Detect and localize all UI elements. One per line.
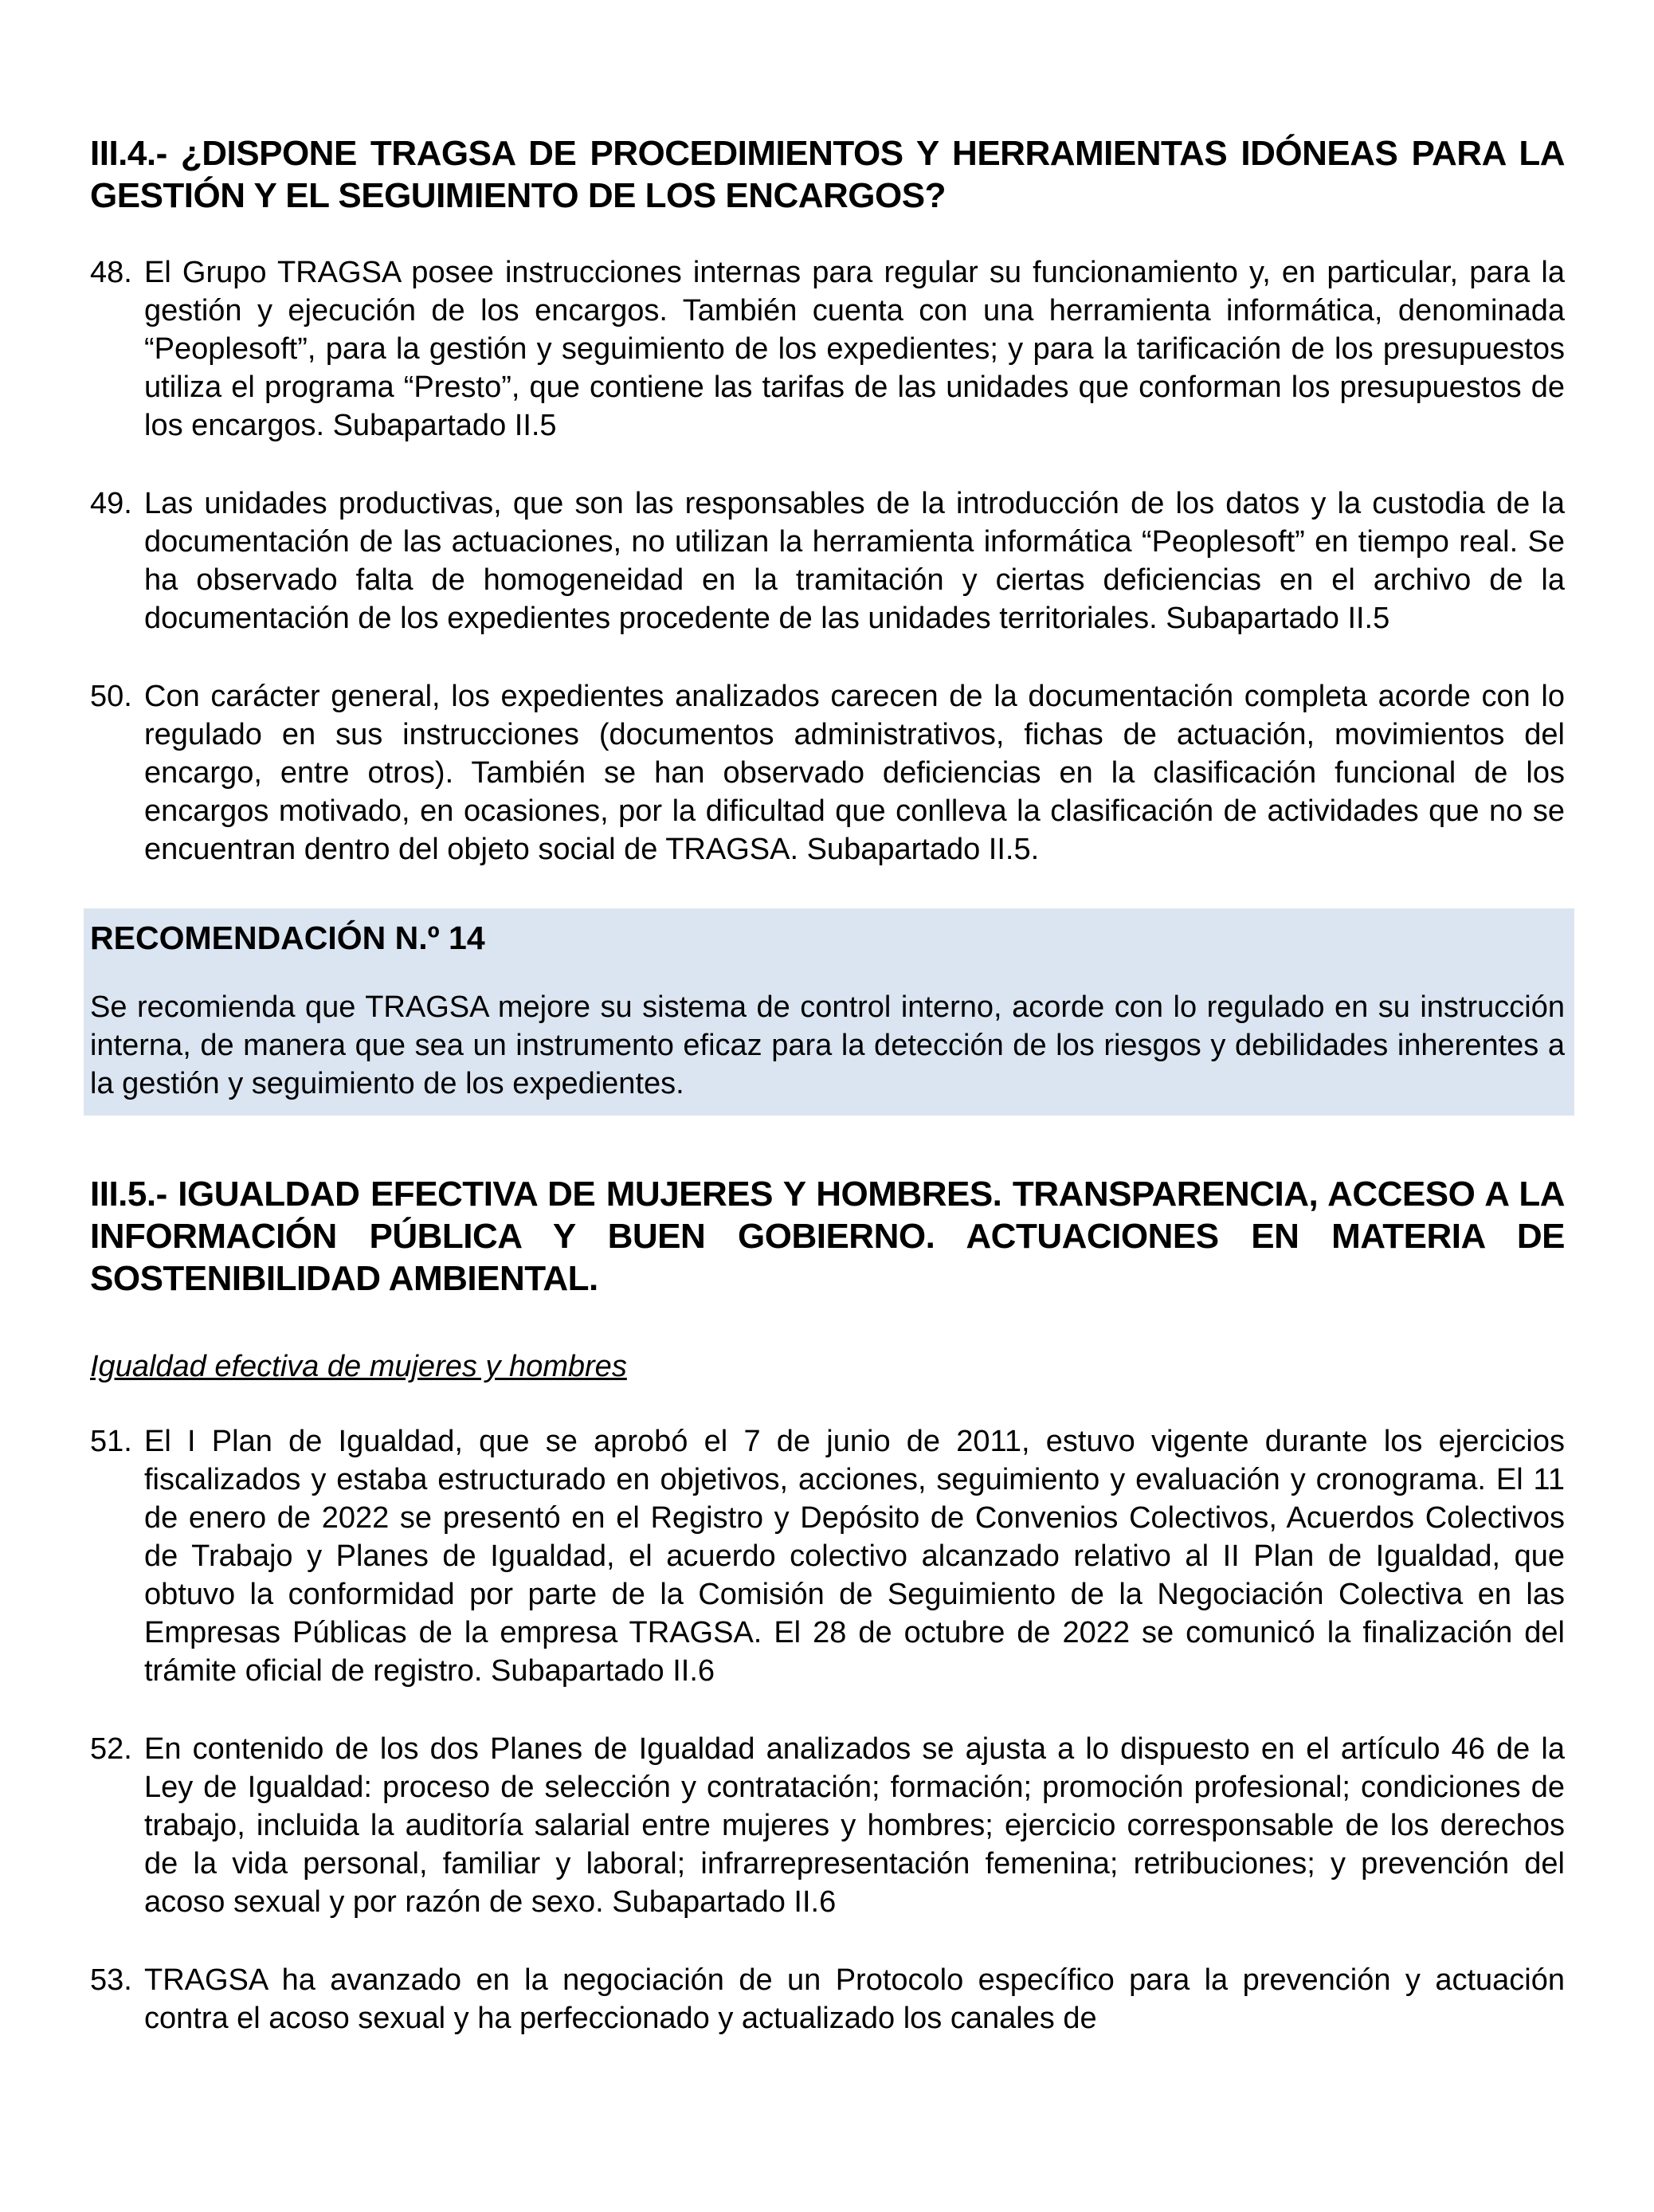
paragraph-48-text: El Grupo TRAGSA posee instrucciones internas para regular su funcionamiento y, en particular, para la gestión y ejecución de los encargos. También cuenta con una herramienta informática, denominada “Peoplesoft”, para la gestión y seguimiento de los expedientes; y para la tarificación de los presupuestos utiliza el programa “Presto”, que contiene las tarifas de las unidades que conforman los presupuestos de los encargos. Subapartado II.5: [144, 256, 1565, 442]
paragraph-53: [90, 1961, 1565, 2037]
paragraph-52-number: 52.: [90, 1732, 132, 1766]
paragraph-50-text: Con carácter general, los expedientes analizados carecen de la documentación completa acorde con lo regulado en sus instrucciones (documentos administrativos, fichas de actuación, movimientos del encargo, entre otros). También se han observado deficiencias en la clasificación funcional de los encargos motivado, en ocasiones, por la dificultad que conlleva la clasificación de actividades que no se encuentran dentro del objeto social de TRAGSA. Subapartado II.5.: [144, 680, 1565, 866]
section-heading-iii5: III.5.- IGUALDAD EFECTIVA DE MUJERES Y HOMBRES. TRANSPARENCIA, ACCESO A LA INFORMACIÓN PÚBLICA Y BUEN GOBIERNO. ACTUACIONES EN MATERIA DE SOSTENIBILIDAD AMBIENTAL.: [90, 1175, 1565, 1298]
paragraph-51: [90, 1422, 1565, 1690]
recommendation-box: [84, 908, 1574, 1116]
recommendation-title: RECOMENDACIÓN N.º 14: [90, 920, 485, 956]
recommendation-body: Se recomienda que TRAGSA mejore su sistema de control interno, acorde con lo regulado en su instrucción interna, de manera que sea un instrumento eficaz para la detección de los riesgos y debilidades inherentes a la gestión y seguimiento de los expedientes.: [90, 990, 1565, 1100]
paragraph-52: [90, 1730, 1565, 1921]
paragraph-49: [90, 484, 1565, 637]
paragraph-49-text: Las unidades productivas, que son las responsables de la introducción de los datos y la custodia de la documentación de las actuaciones, no utilizan la herramienta informática “Peoplesoft” en tiempo real. Se ha observado falta de homogeneidad en la tramitación y ciertas deficiencias en el archivo de la documentación de los expedientes procedente de las unidades territoriales. Subapartado II.5: [144, 487, 1565, 635]
paragraph-53-text: TRAGSA ha avanzado en la negociación de un Protocolo específico para la prevención y actuación contra el acoso sexual y ha perfeccionado y actualizado los canales de: [144, 1963, 1565, 2035]
paragraph-50-number: 50.: [90, 680, 132, 713]
paragraph-51-number: 51.: [90, 1425, 132, 1458]
paragraph-52-text: En contenido de los dos Planes de Igualdad analizados se ajusta a lo dispuesto en el artículo 46 de la Ley de Igualdad: proceso de selección y contratación; formación; promoción profesional; condiciones de trabajo, incluida la auditoría salarial entre mujeres y hombres; ejercicio corresponsable de los derechos de la vida personal, familiar y laboral; infrarrepresentación femenina; retribuciones; y prevención del acoso sexual y por razón de sexo. Subapartado II.6: [144, 1732, 1565, 1919]
paragraph-50: [90, 677, 1565, 869]
paragraph-48-number: 48.: [90, 256, 132, 289]
section-heading-iii4: III.4.- ¿DISPONE TRAGSA DE PROCEDIMIENTOS Y HERRAMIENTAS IDÓNEAS PARA LA GESTIÓN Y EL SEGUIMIENTO DE LOS ENCARGOS?: [90, 134, 1565, 215]
paragraph-51-text: El I Plan de Igualdad, que se aprobó el 7 de junio de 2011, estuvo vigente durante los ejercicios fiscalizados y estaba estructurado en objetivos, acciones, seguimiento y evaluación y cronograma. El 11 de enero de 2022 se presentó en el Registro y Depósito de Convenios Colectivos, Acuerdos Colectivos de Trabajo y Planes de Igualdad, el acuerdo colectivo alcanzado relativo al II Plan de Igualdad, que obtuvo la conformidad por parte de la Comisión de Seguimiento de la Negociación Colectiva en las Empresas Públicas de la empresa TRAGSA. El 28 de octubre de 2022 se comunicó la finalización del trámite oficial de registro. Subapartado II.6: [144, 1425, 1565, 1688]
paragraph-48: [90, 253, 1565, 445]
subsection-heading-igualdad: Igualdad efectiva de mujeres y hombres: [90, 1350, 627, 1383]
paragraph-53-number: 53.: [90, 1963, 132, 1997]
paragraph-49-number: 49.: [90, 487, 132, 520]
